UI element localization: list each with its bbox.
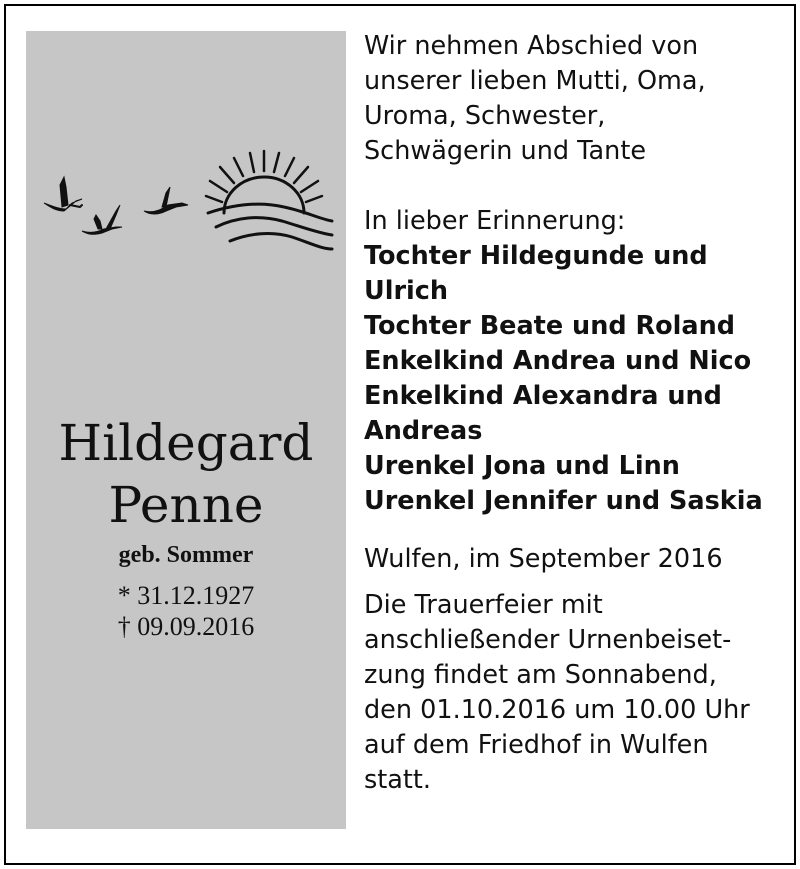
mourner-line: Tochter Beate und Roland [364,311,735,341]
sunset-hills-icon [206,151,332,249]
memory-heading: In lieber Erinnerung: [364,206,626,236]
farewell-line: unserer lieben Mutti, Oma, [364,66,706,96]
mourner-line: Urenkel Jona und Linn [364,451,680,481]
spacer [364,577,784,588]
name-block [26,412,346,642]
mourner-line: Enkelkind Alexandra und [364,381,722,411]
mourner-line: Tochter Hildegunde und [364,241,708,271]
life-dates [26,580,346,642]
spacer [364,169,784,204]
funeral-line: anschließender Urnenbeiset- [364,625,732,655]
mourner-line: Andreas [364,416,483,446]
first-name: Hildegard [58,414,314,472]
funeral-line: Die Trauerfeier mit [364,590,603,620]
farewell-line: Uroma, Schwester, [364,101,606,131]
farewell-line: Schwägerin und Tante [364,136,647,166]
flying-birds-icon [44,177,188,234]
last-name: Penne [108,476,264,534]
birth-date: * 31.12.1927 [117,581,255,610]
notice-text [364,29,784,798]
place-date: Wulfen, im September 2016 [364,544,723,574]
illustration [36,141,336,271]
spacer [364,519,784,542]
mourner-line: Ulrich [364,276,449,306]
funeral-line: den 01.10.2016 um 10.00 Uhr [364,695,750,725]
left-panel [26,31,346,829]
death-date: † 09.09.2016 [117,612,255,641]
funeral-line: statt. [364,765,432,795]
funeral-line: zung findet am Sonnabend, [364,660,717,690]
funeral-line: auf dem Friedhof in Wulfen [364,730,709,760]
mourner-line: Urenkel Jennifer und Saskia [364,486,763,516]
farewell-line: Wir nehmen Abschied von [364,31,699,61]
birth-name: geb. Sommer [118,542,254,568]
mourner-line: Enkelkind Andrea und Nico [364,346,752,376]
